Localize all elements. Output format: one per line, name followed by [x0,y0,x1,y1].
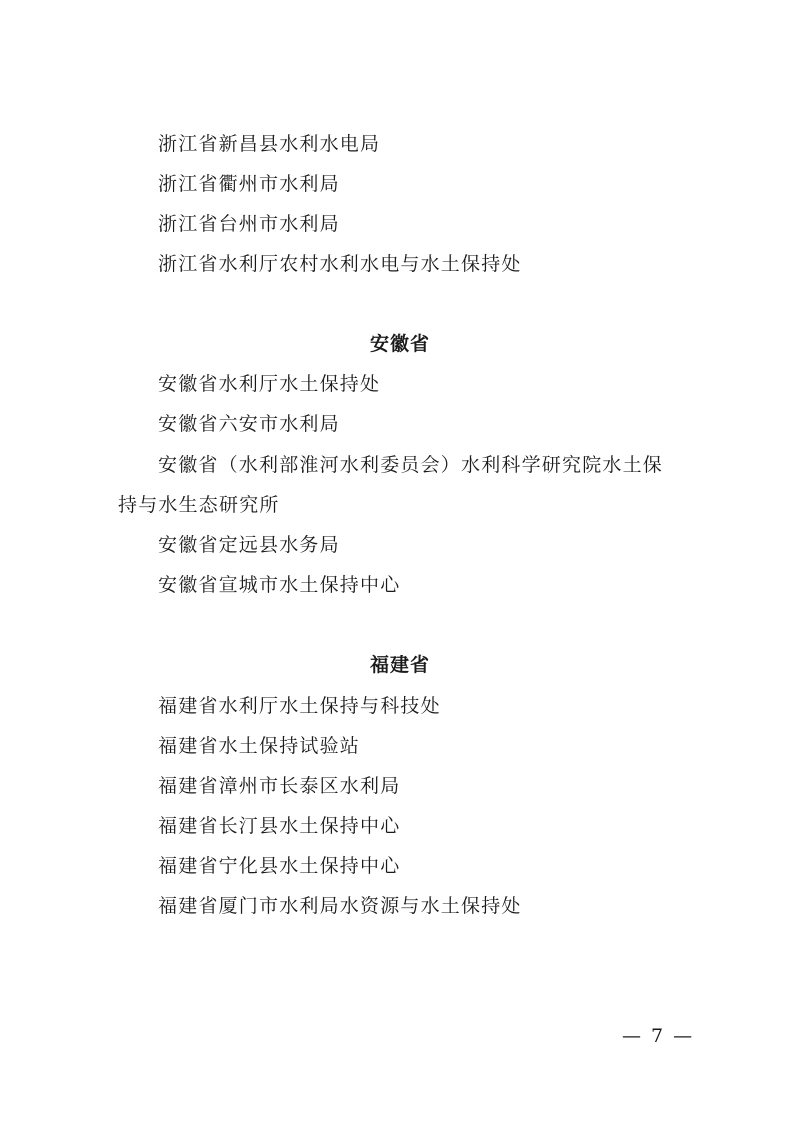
list-item: 福建省水土保持试验站 [158,735,361,757]
list-item: 安徽省六安市水利局 [158,413,340,435]
list-item: 浙江省水利厅农村水利水电与水土保持处 [158,253,522,275]
list-item: 浙江省台州市水利局 [158,213,340,235]
page-number: — 7 — [622,1025,695,1047]
list-item-continuation: 持与水生态研究所 [118,494,280,516]
list-item: 安徽省宣城市水土保持中心 [158,574,401,596]
list-item: 浙江省新昌县水利水电局 [158,133,381,155]
list-item: 安徽省水利厅水土保持处 [158,373,381,395]
section-heading-fujian: 福建省 [369,654,430,676]
section-heading-anhui: 安徽省 [369,333,430,355]
list-item: 安徽省（水利部淮河水利委员会）水利科学研究院水土保 [158,454,664,476]
list-item: 福建省宁化县水土保持中心 [158,855,401,877]
list-item: 福建省水利厅水土保持与科技处 [158,695,441,717]
list-item: 安徽省定远县水务局 [158,534,340,556]
list-item: 浙江省衢州市水利局 [158,173,340,195]
list-item: 福建省漳州市长泰区水利局 [158,775,401,797]
list-item: 福建省长汀县水土保持中心 [158,815,401,837]
list-item: 福建省厦门市水利局水资源与水土保持处 [158,895,522,917]
